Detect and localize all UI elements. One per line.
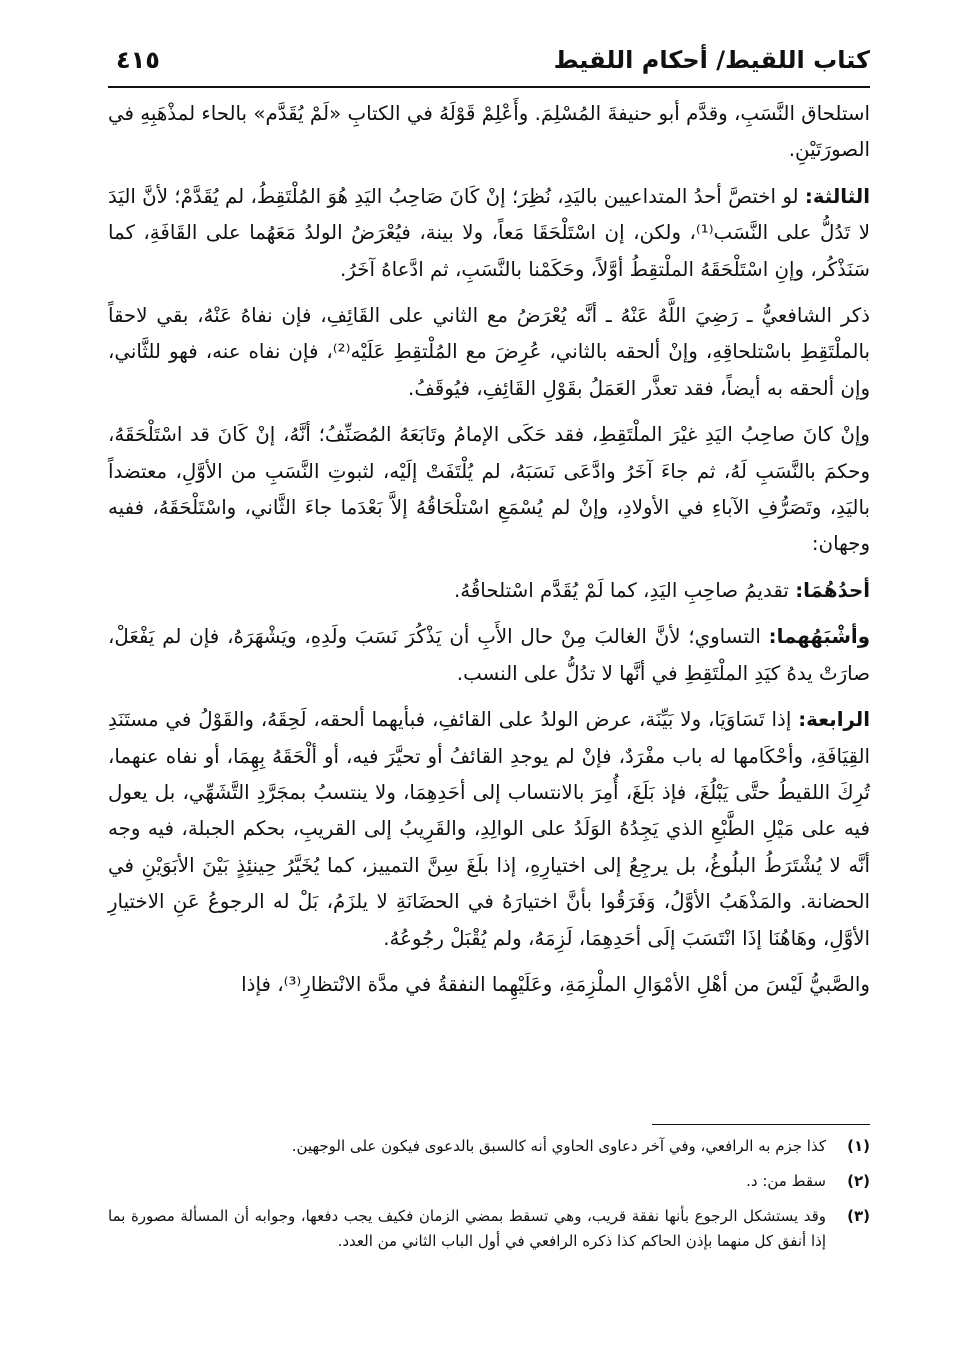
running-title: كتاب اللقيط/ أحكام اللقيط xyxy=(553,46,870,74)
paragraph-lead: أحدُهُمَا: xyxy=(795,578,870,602)
paragraph xyxy=(108,179,870,288)
paragraph-lead: الرابعة: xyxy=(798,708,870,732)
footnote xyxy=(108,1169,870,1194)
paragraph-text: ذكر الشافعيُّ ـ رَضِيَ اللَّهُ عَنْهُ ـ أنَّه يُعْرَضُ مع الثاني على القَائِفِ، فإن نفاهُ عَنْهُ، بقي لاحقاً بالملْتَقِطِ باسْتلحاقِهِ، وإنْ ألحقه بالثاني، عُرِضَ مع المُلْتقِطِ عَلَيْه⁽²⁾، فإن نفاه عنه، فهو للثَّاني، وإن ألحقه به أيضاً، فقد تعذَّر العَمَلُ بقَوْلِ القَائِفِ، فيُوقَفُ. xyxy=(108,304,870,400)
paragraph xyxy=(108,967,870,1003)
paragraph xyxy=(108,619,870,692)
footnote-text: سقط من: د. xyxy=(746,1172,826,1190)
paragraph xyxy=(108,298,870,407)
footnote-number: (١) xyxy=(847,1137,870,1155)
footnote-number: (٢) xyxy=(847,1172,870,1190)
paragraph xyxy=(108,702,870,957)
paragraph-lead: وأشْبَهُهما: xyxy=(768,625,870,649)
paragraph-text: لو اختصَّ أحدُ المتداعيين باليَدِ، نُظِرَ؛ إنْ كَانَ صَاحِبُ اليَدِ هُوَ المُلْتَقِطُ، لم يُقَدَّمْ؛ لأنَّ اليَدَ لا تَدُلُّ على النَّسَب⁽¹⁾، ولكن، إن اسْتَلْحَقَا مَعاً، ولا بينة، فيُعْرَضُ الولدُ مَعَهُما على القَافَةِ، كما سَنَذْكُر، وإنِ اسْتَلْحَقَهُ الملْتقِطُ أوَّلاً، وحَكَمْنا بالنَّسَبِ، ثم ادَّعاهُ آخَرُ. xyxy=(108,184,870,281)
main-text xyxy=(108,96,870,1013)
paragraph-text: التساوي؛ لأنَّ الغالبَ مِنْ حال الأَبِ أن يَذْكُرَ نَسَبَ ولَدِهِ، ويَشْهَرَهُ، فإن لم يَفْعَلْ، صارَتْ يدهُ كيَدِ الملْتَقِطِ في أنَّها لا تدُلُّ على النسب. xyxy=(108,625,870,685)
paragraph-text: إذا تَسَاوَيَا، ولا بَيِّنَة، عرض الولدُ على القائفِ، فبأيهما ألحقه، لَحِقَهُ، والقَوْلُ في مستَنَدِ القِيَافَةِ، وأحْكَامها له باب مفْرَدٌ، فإنْ لم يوجدِ القائفُ أو تحيَّرَ فيه، أو ألْحَقَهُ بِهِمَا، أو نفاه عنهما، تُرِكَ اللقيطُ حتَّى يَبْلُغَ، فإذ بَلَغَ، أُمِرَ بالانتساب إلى أحَدِهِمَا، ولا ينتسبُ بمجَرَّدِ التَّشَهِّي، بل يعول فيه على مَيْلِ الطَّبْعِ الذي يَجِدُهُ الوَلَدُ على الوالِدِ، والقَرِيبُ إلى القريبِ، بحكم الجبلة، فيه وجه أنَّه لا يُشْتَرَطُ البلُوغُ، بل يرجِعُ إلى اختيارِهِ، إذا بلَغَ سِنَّ التمييز، كما يُخَيَّرُ حِينئِذٍ بَيْنَ الأبَوَيْنِ في الحضانة. والمَذْهَبُ الأوَّلُ، وَفَرَقُوا بأنَّ اختيارَهُ في الحضَانَةِ لا يلزَمُ، بَلْ له الرجوعُ عَنِ الاختيارِ الأوَّلِ، وهَاهُنَا إذَا انْتَسَبَ إلَى أحَدِهِمَا، لَزِمَهُ، ولم يُقْبَلْ رجُوعُهُ. xyxy=(108,708,870,950)
footnote-number: (٣) xyxy=(847,1207,870,1225)
paragraph-lead: الثالثة: xyxy=(804,184,870,208)
paragraph xyxy=(108,417,870,563)
footnote-separator xyxy=(652,1124,870,1125)
page-number: ٤١٥ xyxy=(116,46,160,74)
paragraph xyxy=(108,96,870,169)
header-rule xyxy=(108,86,870,88)
footnote-text: كذا جزم به الرافعي، وفي آخر دعاوى الحاوي أنه كالسبق بالدعوى فيكون على الوجهين. xyxy=(291,1137,826,1155)
paragraph-text: والصَّبيُّ لَيْسَ من أهْلِ الأمْوَالِ الملْزِمَةِ، وعَلَيْهِما النفقةُ في مدَّة الانْتظارِ⁽³⁾، فإذا xyxy=(241,972,870,996)
paragraph-text: تقديمُ صاحِبِ اليَدِ، كما لَمْ يُقَدَّم اسْتلحاقُهُ. xyxy=(453,578,796,602)
paragraph xyxy=(108,573,870,609)
footnotes xyxy=(108,1134,870,1264)
page-header xyxy=(108,44,870,88)
footnote xyxy=(108,1134,870,1159)
paragraph-text: استلحاق النَّسَبِ، وقدَّم أبو حنيفةَ المُسْلِمَ. وأَعْلِمْ قَوْلَهُ في الكتابِ «لَمْ يُقَدَّم» بالحاء لمذْهَبِهِ في الصورَتَيْنِ. xyxy=(108,102,870,162)
footnote xyxy=(108,1204,870,1254)
paragraph-text: وإنْ كانَ صاحِبُ اليَدِ غيْرَ الملْتَقِطِ، فقد حَكَى الإمامُ وتَابَعَهُ المُصَنِّفُ؛ أنَّهُ، إنْ كَانَ قد اسْتَلْحَقَهُ، وحكمَ بالنَّسَبِ لَهُ، ثم جاءَ آخَرُ وادَّعَى نَسَبَهُ، لم يُلْتَفَتْ إلَيْه، لثبوتِ النَّسَبِ من الأوَّلِ، معتضداً باليَدِ، وتَصَرُّفِ الآباءِ في الأولادِ، وإنْ لم يُسْمَعِ اسْتلْحَاقُهُ إلاَّ بَعْدَما جاءَ الثَّاني، واسْتَلْحَقَهُ، ففيه وجهان: xyxy=(108,423,870,556)
footnote-text: وقد يستشكل الرجوع بأنها نفقة قريب، وهي تسقط بمضي الزمان فكيف يجب دفعها، وجوابه أن المسألة مصورة بما إذا أنفق كل منهما بإذن الحاكم كذا ذكره الرافعي في أول الباب الثاني من العدد. xyxy=(108,1207,826,1250)
